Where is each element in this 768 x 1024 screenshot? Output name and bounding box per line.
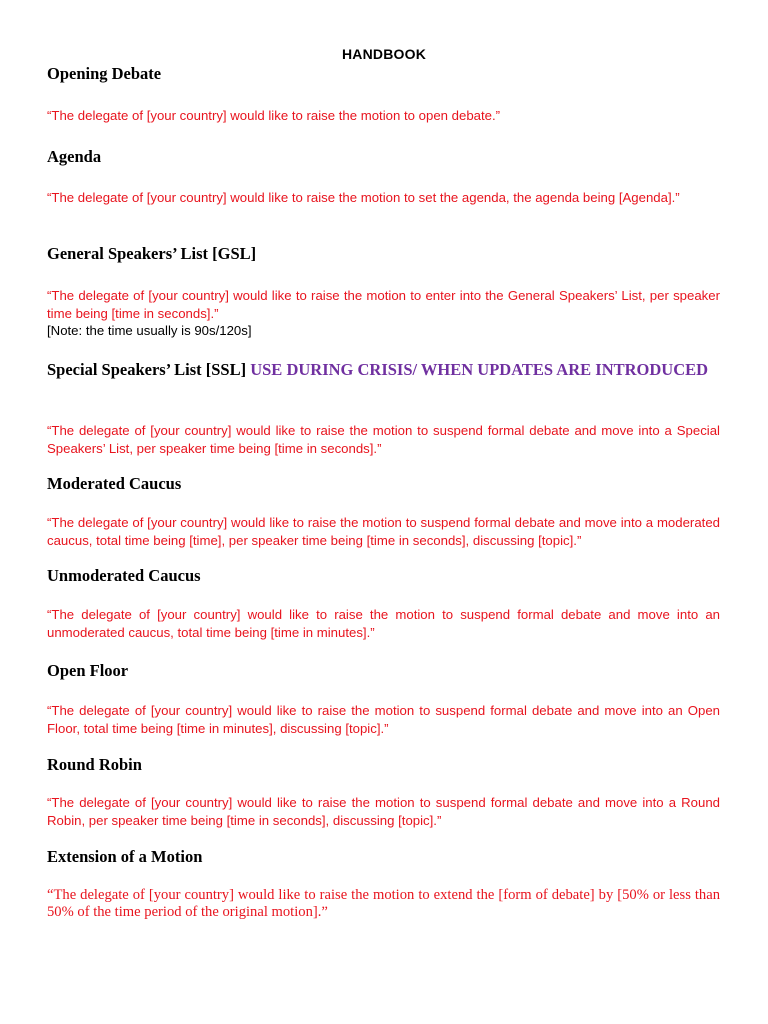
document-title: HANDBOOK: [341, 46, 427, 62]
motion-text-moderated-caucus: “The delegate of [your country] would like to raise the motion to suspend formal debate and move into a moderated caucus, total time being [time], per speaker time being [time in seconds], discussing [topic].”: [47, 515, 720, 548]
motion-text-open-floor: “The delegate of [your country] would like to raise the motion to suspend formal debate and move into an Open Floor, total time being [time in minutes], discussing [topic].”: [47, 703, 720, 736]
heading-extension-of-motion: Extension of a Motion: [47, 847, 203, 866]
heading-ssl-label: Special Speakers’ List [SSL]: [47, 360, 247, 379]
motion-text-ssl: “The delegate of [your country] would like to raise the motion to suspend formal debate and move into a Special Speakers’ List, per speaker time being [time in seconds].”: [47, 423, 720, 456]
heading-ssl-crisis-note: USE DURING CRISIS/ WHEN UPDATES ARE INTRODUCED: [250, 360, 709, 379]
motion-text-extension: “The delegate of [your country] would like to raise the motion to extend the [form of debate] by [50% or less than 50% of the time period of the original motion].”: [47, 887, 720, 920]
heading-opening-debate: Opening Debate: [47, 64, 162, 83]
heading-open-floor: Open Floor: [47, 661, 129, 680]
heading-agenda: Agenda: [47, 147, 102, 166]
heading-unmoderated-caucus: Unmoderated Caucus: [47, 566, 201, 585]
gsl-note: [Note: the time usually is 90s/120s]: [47, 323, 252, 338]
motion-text-unmoderated-caucus: “The delegate of [your country] would like to raise the motion to suspend formal debate and move into an unmoderated caucus, total time being [time in minutes].”: [47, 607, 720, 640]
motion-text-gsl: “The delegate of [your country] would like to raise the motion to enter into the General Speakers’ List, per speaker time being [time in seconds].”: [47, 288, 720, 321]
heading-ssl: [47, 359, 720, 380]
heading-moderated-caucus: Moderated Caucus: [47, 474, 182, 493]
heading-gsl: General Speakers’ List [GSL]: [47, 244, 257, 263]
motion-text-opening-debate: “The delegate of [your country] would like to raise the motion to open debate.”: [47, 108, 501, 123]
heading-round-robin: Round Robin: [47, 755, 142, 774]
motion-text-agenda: “The delegate of [your country] would like to raise the motion to set the agenda, the agenda being [Agenda].”: [47, 190, 680, 205]
motion-text-round-robin: “The delegate of [your country] would like to raise the motion to suspend formal debate and move into a Round Robin, per speaker time being [time in seconds], discussing [topic].”: [47, 795, 720, 828]
